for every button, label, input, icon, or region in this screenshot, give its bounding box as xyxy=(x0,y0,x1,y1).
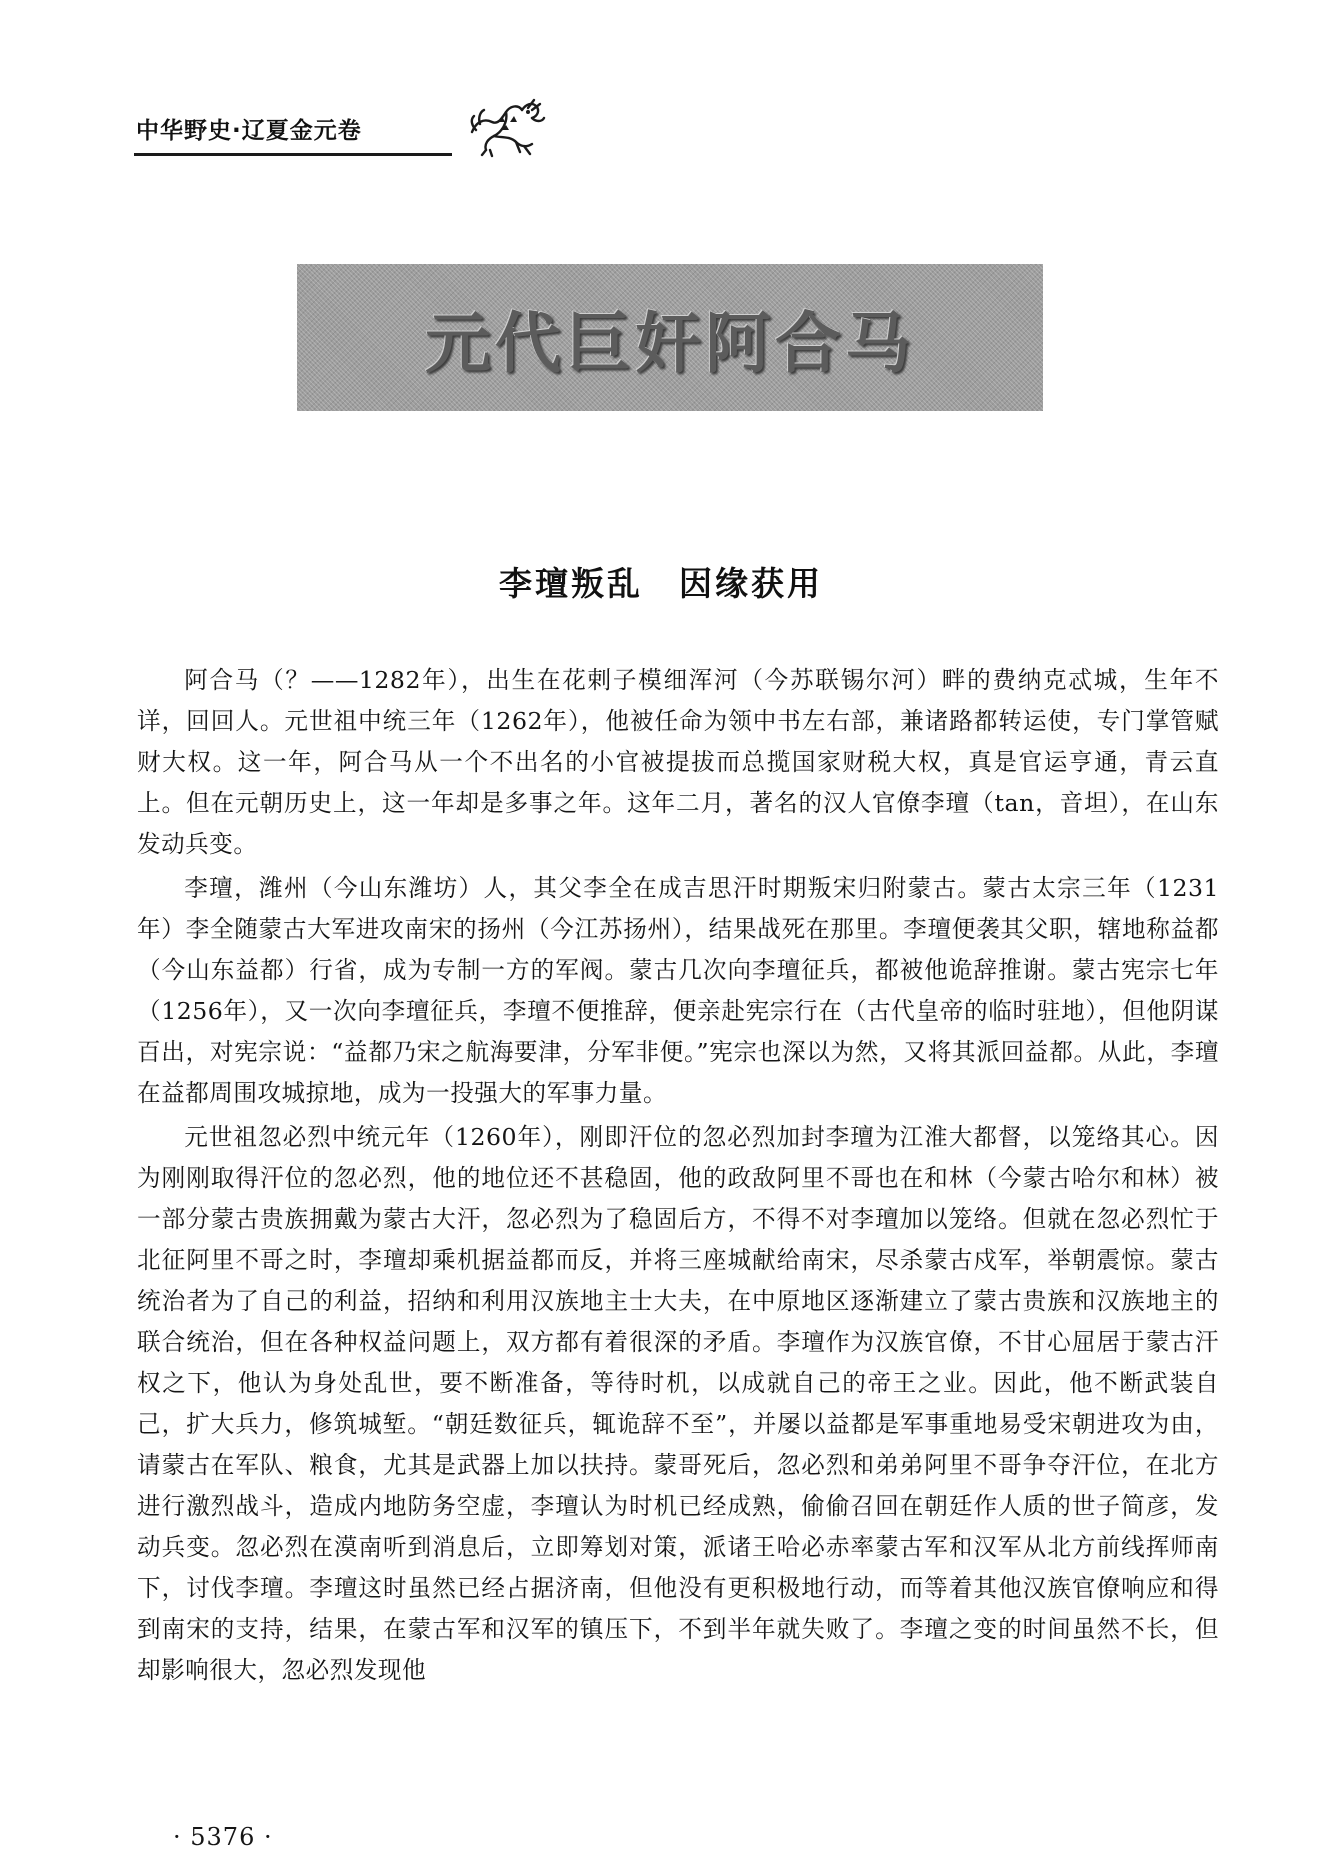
page-number: · 5376 · xyxy=(173,1823,273,1851)
paragraph: 元世祖忽必烈中统元年（1260年），刚即汗位的忽必烈加封李璮为江淮大都督，以笼络其心。因为刚刚取得汗位的忽必烈，他的地位还不甚稳固，他的政敌阿里不哥也在和林（今蒙古哈尔和林）被一部分蒙古贵族拥戴为蒙古大汗，忽必烈为了稳固后方，不得不对李璮加以笼络。但就在忽必烈忙于北征阿里不哥之时，李璮却乘机据益都而反，并将三座城献给南宋，尽杀蒙古戍军，举朝震惊。蒙古统治者为了自己的利益，招纳和利用汉族地主士大夫，在中原地区逐渐建立了蒙古贵族和汉族地主的联合统治，但在各种权益问题上，双方都有着很深的矛盾。李璮作为汉族官僚，不甘心屈居于蒙古汗权之下，他认为身处乱世，要不断准备，等待时机，以成就自己的帝王之业。因此，他不断武装自己，扩大兵力，修筑城堑。“朝廷数征兵，辄诡辞不至”，并屡以益都是军事重地易受宋朝进攻为由，请蒙古在军队、粮食，尤其是武器上加以扶持。蒙哥死后，忽必烈和弟弟阿里不哥争夺汗位，在北方进行激烈战斗，造成内地防务空虚，李璮认为时机已经成熟，偷偷召回在朝廷作人质的世子简彦，发动兵变。忽必烈在漠南听到消息后，立即筹划对策，派诸王哈必赤率蒙古军和汉军从北方前线挥师南下，讨伐李璮。李璮这时虽然已经占据济南，但他没有更积极地行动，而等着其他汉族官僚响应和得到南宋的支持，结果，在蒙古军和汉军的镇压下，不到半年就失败了。李璮之变的时间虽然不长，但却影响很大，忽必烈发现他 xyxy=(137,1123,1219,1684)
chapter-title: 元代巨奸阿合马 xyxy=(425,304,915,382)
section-heading: 李璮叛乱 因缘获用 xyxy=(499,564,823,603)
article-body xyxy=(137,660,1219,1694)
header-rule xyxy=(134,153,452,156)
chapter-title-banner xyxy=(297,264,1043,411)
paragraph: 阿合马（？——1282年），出生在花剌子模细浑河（今苏联锡尔河）畔的费纳克忒城，生年不详，回回人。元世祖中统三年（1262年），他被任命为领中书左右部，兼诸路都转运使，专门掌管赋财大权。这一年，阿合马从一个不出名的小官被提拔而总揽国家财税大权，真是官运亨通，青云直上。但在元朝历史上，这一年却是多事之年。这年二月，著名的汉人官僚李璮（tan，音坦），在山东发动兵变。 xyxy=(137,666,1219,858)
paragraph: 李璮，潍州（今山东潍坊）人，其父李全在成吉思汗时期叛宋归附蒙古。蒙古太宗三年（1231年）李全随蒙古大军进攻南宋的扬州（今江苏扬州），结果战死在那里。李璮便袭其父职，辖地称益都（今山东益都）行省，成为专制一方的军阀。蒙古几次向李璮征兵，都被他诡辞推谢。蒙古宪宗七年（1256年），又一次向李璮征兵，李璮不便推辞，便亲赴宪宗行在（古代皇帝的临时驻地），但他阴谋百出，对宪宗说：“益都乃宋之航海要津，分军非便。”宪宗也深以为然，又将其派回益都。从此，李璮在益都周围攻城掠地，成为一投强大的军事力量。 xyxy=(137,874,1219,1107)
dragon-emblem-icon xyxy=(462,92,548,158)
running-head-title: 中华野史·辽夏金元卷 xyxy=(136,118,362,144)
